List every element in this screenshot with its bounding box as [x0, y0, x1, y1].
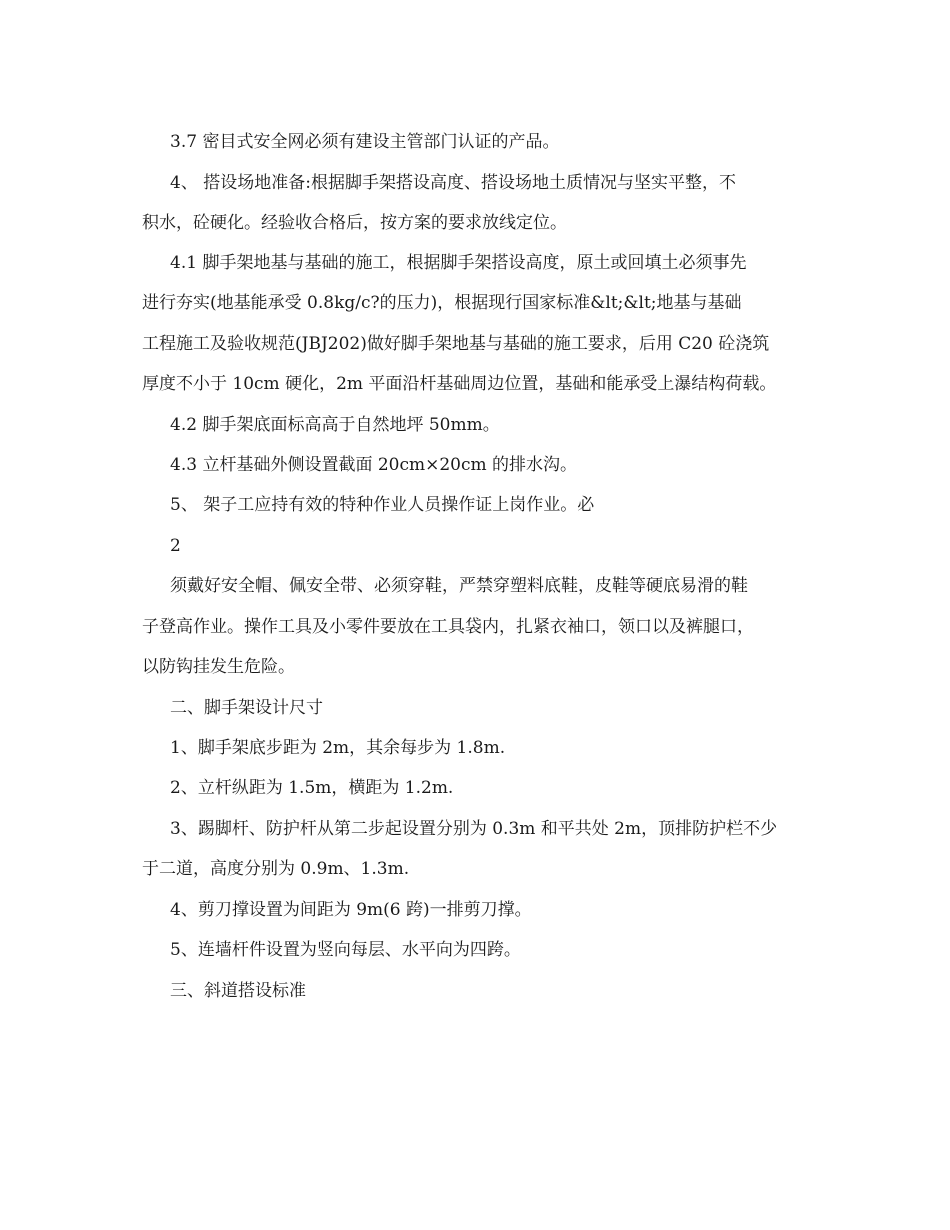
section-heading-2: 二、脚手架设计尺寸 — [170, 698, 323, 718]
paragraph-4-2: 4.2 脚手架底面标高高于自然地坪 50mm。 — [170, 415, 500, 435]
list-item-1: 1、脚手架底步距为 2m，其余每步为 1.8m. — [170, 738, 506, 758]
paragraph-4-1-line-1: 4.1 脚手架地基与基础的施工，根据脚手架搭设高度，原土或回填土必须事先 — [170, 253, 747, 273]
paragraph-4-1-line-3: 工程施工及验收规范(JBJ202)做好脚手架地基与基础的施工要求，后用 C20 砼浇筑 — [142, 334, 770, 354]
page-number: 2 — [170, 536, 181, 556]
paragraph-4-1-line-4: 厚度不小于 10cm 硬化，2m 平面沿杆基础周边位置，基础和能承受上瀑结构荷载。 — [142, 374, 777, 394]
paragraph-4-line-2: 积水，砼硬化。经验收合格后，按方案的要求放线定位。 — [142, 213, 567, 233]
list-item-5: 5、连墙杆件设置为竖向每层、水平向为四跨。 — [170, 940, 521, 960]
list-item-4: 4、剪刀撑设置为间距为 9m(6 跨)一排剪刀撑。 — [170, 900, 532, 920]
paragraph-4-line-1: 4、 搭设场地准备:根据脚手架搭设高度、搭设场地土质情况与坚实平整，不 — [170, 173, 736, 193]
paragraph-5-line-3: 子登高作业。操作工具及小零件要放在工具袋内，扎紧衣袖口，领口以及裤腿口， — [142, 617, 754, 637]
paragraph-5-line-1: 5、 架子工应持有效的特种作业人员操作证上岗作业。必 — [170, 495, 595, 515]
list-item-3-line-2: 于二道，高度分别为 0.9m、1.3m. — [142, 859, 410, 879]
paragraph-4-3: 4.3 立杆基础外侧设置截面 20cm×20cm 的排水沟。 — [170, 455, 578, 475]
list-item-2: 2、立杆纵距为 1.5m，横距为 1.2m. — [170, 778, 454, 798]
list-item-3-line-1: 3、踢脚杆、防护杆从第二步起设置分别为 0.3m 和平共处 2m，顶排防护栏不少 — [170, 819, 778, 839]
section-heading-3: 三、斜道搭设标准 — [170, 981, 306, 1001]
paragraph-5-line-4: 以防钩挂发生危险。 — [142, 657, 295, 677]
paragraph-5-line-2: 须戴好安全帽、佩安全带、必须穿鞋，严禁穿塑料底鞋，皮鞋等硬底易滑的鞋 — [170, 576, 748, 596]
paragraph-4-1-line-2: 进行夯实(地基能承受 0.8kg/c?的压力)，根据现行国家标准&lt;&lt;地基与基础 — [142, 293, 742, 313]
paragraph-3-7: 3.7 密目式安全网必须有建设主管部门认证的产品。 — [170, 132, 560, 152]
